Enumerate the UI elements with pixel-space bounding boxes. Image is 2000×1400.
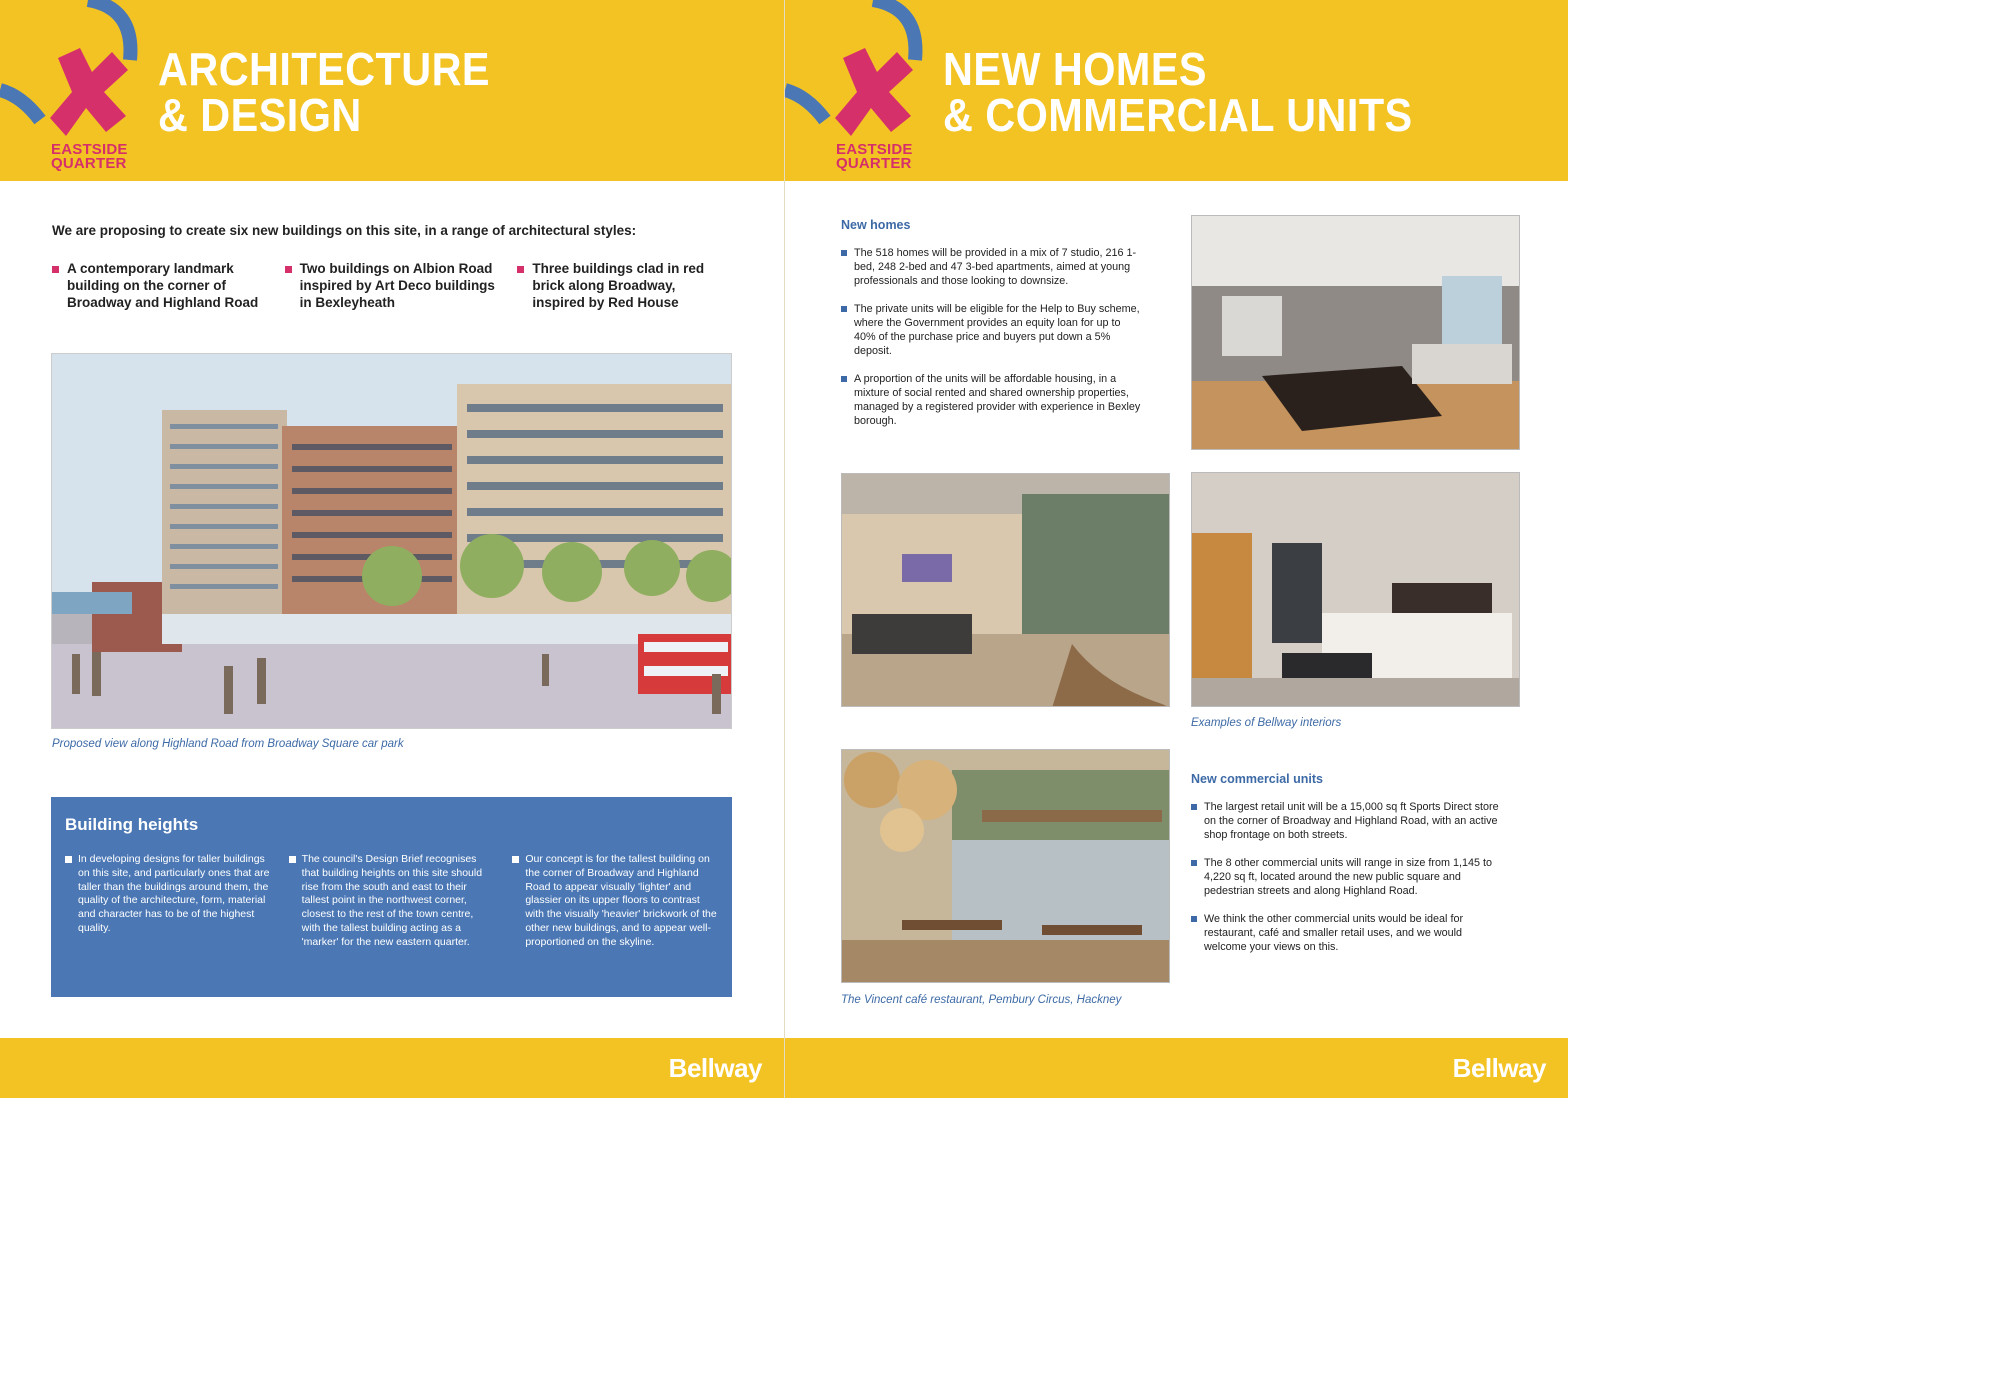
logo-text-quarter: QUARTER — [836, 155, 912, 172]
list-item-text: The 518 homes will be provided in a mix of 7 studio, 216 1-bed, 248 2-bed and 47 3-bed apartments, aimed at young professionals and those looking to downsize. — [854, 247, 1137, 287]
style-item-text-line: inspired by Art Deco buildings — [299, 278, 495, 293]
architectural-styles-list — [52, 260, 732, 311]
heights-point — [512, 853, 718, 950]
bullet-marker — [512, 856, 519, 863]
style-item-text-line: Three buildings clad in red — [532, 261, 705, 276]
style-item-text-line: Two buildings on Albion Road — [299, 261, 493, 276]
left-page — [0, 0, 784, 1098]
heights-point-text: Our concept is for the tallest building on the corner of Broadway and Highland Road to appear visually 'lighter' and glassier on its upper floors to contrast with the visually 'heavier' brickwork of the other new buildings, and to appear well-proportioned on the skyline. — [525, 853, 717, 948]
style-item-text-line: inspired by Red House — [532, 295, 679, 310]
illustration-caption: Proposed view along Highland Road from Broadway Square car park — [52, 738, 404, 750]
bullet-marker — [285, 266, 292, 273]
bullet-marker — [1191, 804, 1197, 810]
building-heights-title: Building heights — [65, 815, 199, 834]
list-item-text: The private units will be eligible for the Help to Buy scheme, where the Government provides an equity loan for up to 40% of the purchase price and buyers put down a 5% deposit. — [854, 303, 1140, 357]
bullet-marker — [841, 306, 847, 312]
intro-text: We are proposing to create six new buildings on this site, in a range of architectural styles: — [52, 223, 637, 238]
logo-text-eastside: EASTSIDE — [836, 141, 913, 158]
list-item — [1191, 912, 1501, 954]
cafe-photo — [841, 749, 1170, 983]
page-title-new-homes — [943, 43, 1413, 141]
commercial-units-list — [1191, 800, 1501, 954]
heights-point-text: In developing designs for taller buildings on this site, and particularly ones that are taller than the buildings around them, the quality of the architecture, form, material and character has to be of the highest quality. — [78, 853, 270, 934]
bullet-marker — [517, 266, 524, 273]
building-heights-panel — [51, 797, 732, 997]
bullet-marker — [841, 376, 847, 382]
title-line-1: ARCHITECTURE — [158, 43, 491, 95]
logo-text-quarter: QUARTER — [51, 155, 127, 172]
list-item — [841, 246, 1141, 288]
interiors-caption: Examples of Bellway interiors — [1191, 717, 1342, 729]
style-item-red-brick — [517, 260, 732, 311]
bullet-marker — [841, 250, 847, 256]
interior-photo-sales-suite — [841, 473, 1170, 707]
interior-photo-bedroom — [1191, 472, 1520, 707]
style-item-text-line: in Bexleyheath — [299, 295, 395, 310]
bullet-marker — [289, 856, 296, 863]
style-item-landmark — [52, 260, 267, 311]
heights-point — [65, 853, 271, 950]
left-header-band — [0, 0, 784, 181]
style-item-text-line: A contemporary landmark — [67, 261, 234, 276]
list-item-text: A proportion of the units will be affordable housing, in a mixture of social rented and shared ownership properties, managed by a registered provider with experience in Bexley borough. — [854, 373, 1141, 427]
bullet-marker — [1191, 860, 1197, 866]
new-homes-list — [841, 246, 1141, 428]
right-footer-band — [785, 1038, 1568, 1098]
right-header-band — [785, 0, 1568, 181]
style-item-text-line: Broadway and Highland Road — [67, 295, 259, 310]
interior-photo-living-room — [1191, 215, 1520, 450]
proposed-view-illustration — [51, 353, 732, 729]
commercial-units-heading: New commercial units — [1191, 772, 1323, 786]
title-line-1: NEW HOMES — [943, 43, 1207, 95]
right-page — [784, 0, 1568, 1098]
bullet-marker — [52, 266, 59, 273]
list-item-text: We think the other commercial units would be ideal for restaurant, café and smaller retail uses, and we would welcome your views on this. — [1204, 913, 1464, 953]
list-item — [841, 302, 1141, 358]
bellway-logo: Bellway — [668, 1053, 762, 1083]
logo-text-eastside: EASTSIDE — [51, 141, 128, 158]
eastside-quarter-logo — [785, 0, 945, 181]
heights-point — [289, 853, 495, 950]
heights-point-text: The council's Design Brief recognises that building heights on this site should rise from the south and east to their tallest point in the northwest corner, closest to the rest of the town centre, with the tallest building acting as a 'marker' for the new eastern quarter. — [301, 853, 483, 948]
list-item — [841, 372, 1141, 428]
style-item-text-line: building on the corner of — [67, 278, 226, 293]
page-title-architecture — [158, 43, 491, 141]
list-item-text: The largest retail unit will be a 15,000 sq ft Sports Direct store on the corner of Broadway and Highland Road, with an active shop frontage on both streets. — [1204, 801, 1499, 841]
title-line-2: & COMMERCIAL UNITS — [943, 89, 1413, 141]
list-item-text: The 8 other commercial units will range in size from 1,145 to 4,220 sq ft, located around the new public square and pedestrian streets and along Highland Road. — [1204, 857, 1493, 897]
style-item-art-deco — [285, 260, 500, 311]
cafe-caption: The Vincent café restaurant, Pembury Circus, Hackney — [841, 994, 1122, 1006]
new-homes-heading: New homes — [841, 218, 911, 232]
bellway-logo: Bellway — [1452, 1053, 1546, 1083]
eastside-quarter-logo — [0, 0, 160, 181]
left-footer-band — [0, 1038, 784, 1098]
style-item-text-line: brick along Broadway, — [532, 278, 676, 293]
title-line-2: & DESIGN — [158, 89, 362, 141]
bullet-marker — [65, 856, 72, 863]
bullet-marker — [1191, 916, 1197, 922]
list-item — [1191, 856, 1501, 898]
list-item — [1191, 800, 1501, 842]
